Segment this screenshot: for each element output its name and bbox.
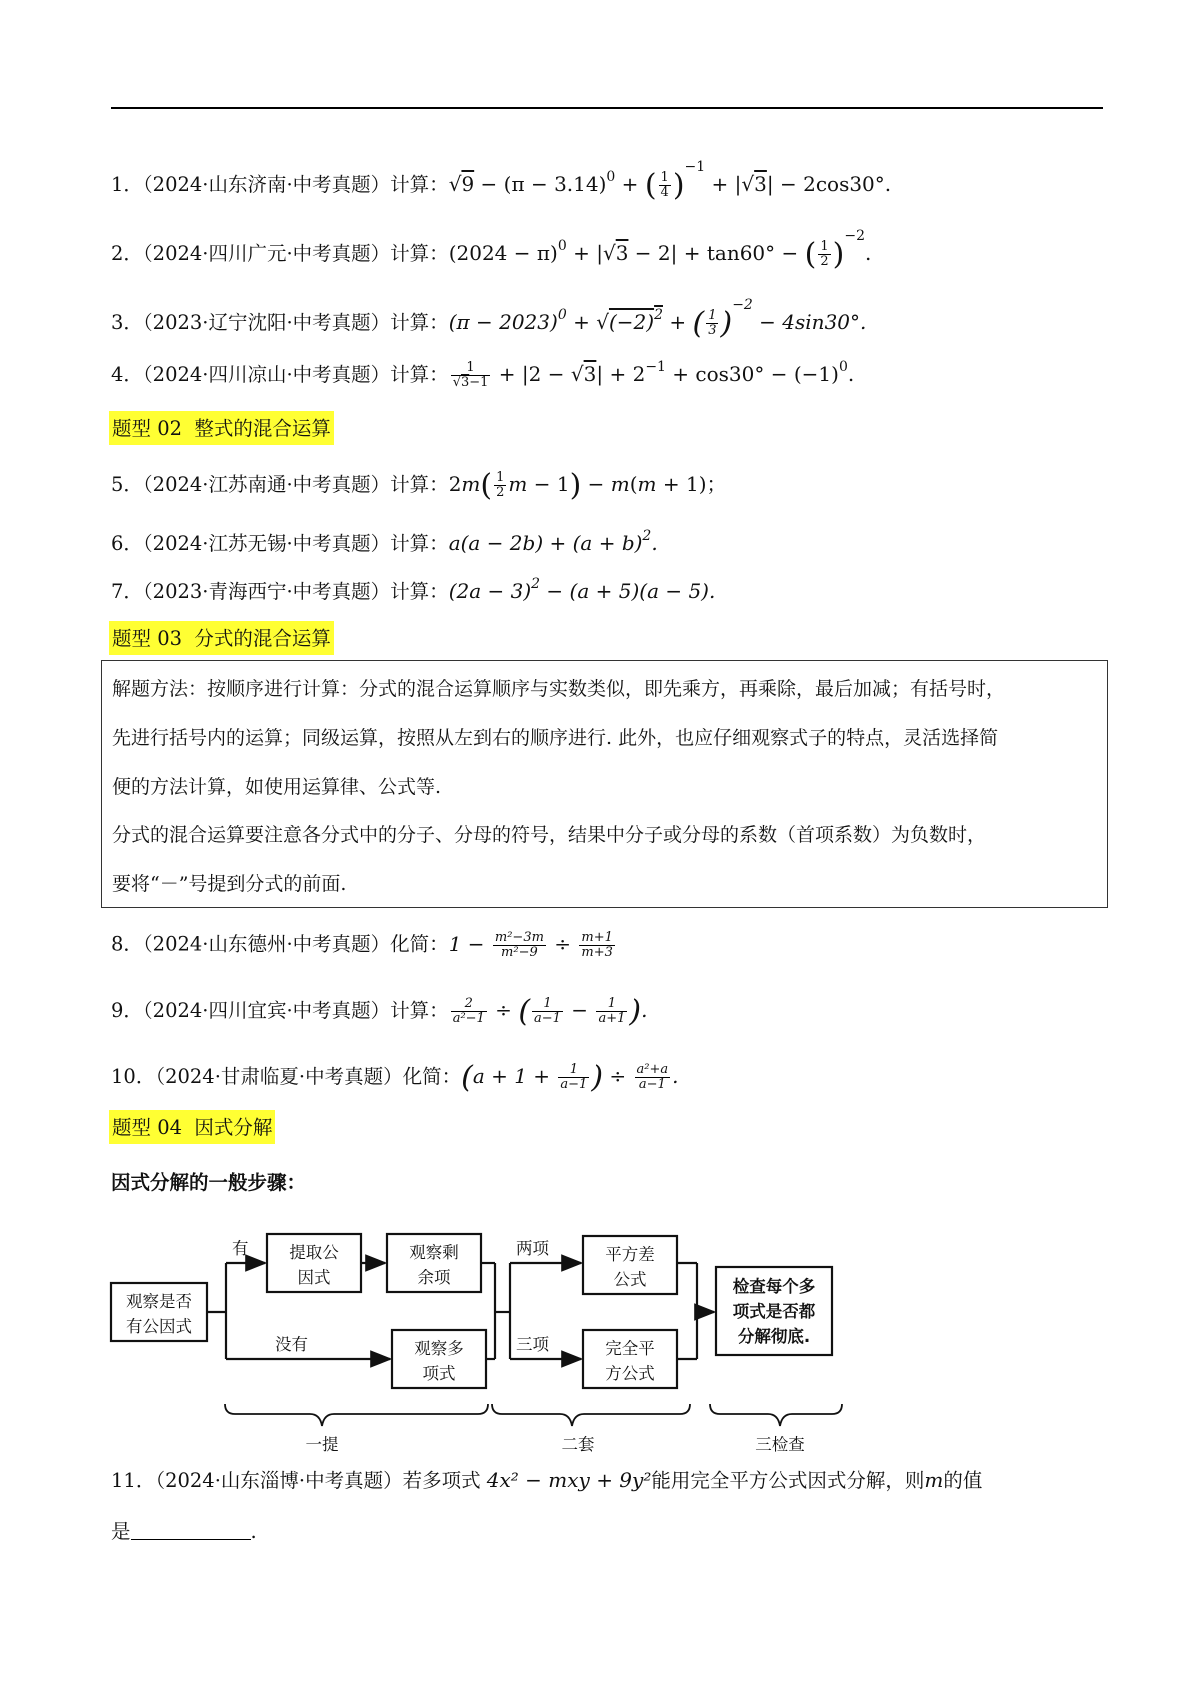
fraction: $\frac{\text{a²+a}}{a-1}$ bbox=[636, 1062, 669, 1092]
flow-remain-line-1: 观察剩 bbox=[409, 1243, 459, 1262]
flow-perfect-line-2: 方公式 bbox=[605, 1364, 655, 1383]
method-line-2: 先进行括号内的运算；同级运算，按照从左到右的顺序进行. 此外，也应仔细观察式子的特点，灵活选择简 bbox=[112, 727, 999, 749]
flow-perfect-line-1: 完全平 bbox=[605, 1339, 655, 1358]
flow-step-3: 三检查 bbox=[755, 1435, 805, 1454]
problem-11-answer-line: 是 . bbox=[111, 1520, 257, 1543]
problem-1-label: 1．（2024·山东济南·中考真题）计算： bbox=[111, 173, 449, 196]
problem-4-expression: $\frac{1}{√3-1}$ + $|2 - √3| + 2^{-1} + \cos 30^\circ - (-1)^0$. bbox=[452, 359, 855, 390]
flow-step-2: 二套 bbox=[561, 1435, 595, 1454]
problem-8-label: 8．（2024·山东德州·中考真题）化简： bbox=[111, 932, 449, 956]
flow-diff-line-1: 平方差 bbox=[605, 1245, 655, 1264]
flow-label-yes: 有 bbox=[232, 1239, 249, 1258]
method-line-3: 便的方法计算，如使用运算律、公式等. bbox=[112, 776, 442, 798]
flow-extract-line-1: 提取公 bbox=[289, 1243, 339, 1262]
flow-remain-line-2: 余项 bbox=[417, 1268, 451, 1287]
fraction: $\frac{1}{a-1}$ bbox=[534, 996, 561, 1026]
problem-3-expression: $(\pi - 2023)^0 + √(-2)^2$ + ( $\frac{1}{3}$ )$^{-2}$ − 4sin30°. bbox=[448, 297, 867, 341]
flow-step-1: 一提 bbox=[305, 1435, 339, 1454]
problem-5-label: 5．（2024·江苏南通·中考真题）计算： bbox=[111, 473, 449, 496]
method-line-1: 解题方法：按顺序进行计算：分式的混合运算顺序与实数类似，即先乘方，再乘除，最后加减；有括号时， bbox=[112, 678, 1006, 700]
flow-label-three-terms: 三项 bbox=[516, 1335, 549, 1354]
flow-label-no: 没有 bbox=[275, 1335, 308, 1354]
flow-check-line-3: 分解彻底. bbox=[737, 1327, 811, 1346]
fraction: $\frac{2}{\text{a²−1}}$ bbox=[452, 996, 485, 1026]
problem-1-expression: $√9 - (\pi - 3.14)^0$ + ( $\frac{1}{4}$ )$^{-1}$ + |√3| − 2cos30°. bbox=[448, 159, 892, 203]
problem-3-label: 3．（2023·辽宁沈阳·中考真题）计算： bbox=[111, 311, 449, 334]
fraction: $\frac{1}{2}$ bbox=[496, 470, 505, 500]
section-heading-02: 题型 02 整式的混合运算 bbox=[109, 411, 334, 445]
flow-label-two-terms: 两项 bbox=[516, 1239, 549, 1258]
problem-6-label: 6．（2024·江苏无锡·中考真题）计算： bbox=[111, 532, 449, 555]
problem-9-label: 9．（2024·四川宜宾·中考真题）计算： bbox=[111, 999, 449, 1022]
fraction: $\frac{1}{3}$ bbox=[708, 308, 717, 338]
fraction: $\frac{1}{4}$ bbox=[660, 170, 669, 200]
fraction: $\frac{1}{a+1}$ bbox=[598, 996, 626, 1026]
flow-poly-line-1: 观察多 bbox=[414, 1339, 464, 1358]
factor-steps-heading: 因式分解的一般步骤： bbox=[111, 1171, 307, 1194]
fraction: $\frac{m+1}{m+3}$ bbox=[581, 930, 613, 960]
problem-2-label: 2．（2024·四川广元·中考真题）计算： bbox=[111, 242, 449, 265]
flow-check-line-1: 检查每个多 bbox=[732, 1277, 816, 1296]
fraction: $\frac{1}{2}$ bbox=[820, 239, 829, 269]
problem-11-expression: 4x² − mxy + 9y² bbox=[486, 1468, 652, 1492]
problem-2-expression: $(2024 - \pi)^0 + |√3 - 2| + \tan 60^\circ$ − ( $\frac{1}{2}$ )$^{-2}$. bbox=[448, 228, 872, 272]
method-line-5: 要将“－”号提到分式的前面. bbox=[112, 873, 347, 895]
flow-start-line-2: 有公因式 bbox=[126, 1317, 192, 1336]
problem-5-expression: 2m( $\frac{1}{2}$ m − 1) − m(m + 1)； bbox=[448, 468, 727, 503]
flow-start-line-1: 观察是否 bbox=[126, 1292, 192, 1311]
problem-7-expression: $(2a - 3)^2 - (a + 5)(a - 5)$. bbox=[448, 576, 716, 603]
answer-blank[interactable] bbox=[131, 1521, 251, 1540]
fraction: $\frac{1}{a-1}$ bbox=[560, 1062, 588, 1092]
problem-11: 11．（2024·山东淄博·中考真题）若多项式 4x² − mxy + 9y²能用完全平方公式因式分解，则m的值 bbox=[111, 1468, 983, 1492]
problem-4-label: 4．（2024·四川凉山·中考真题）计算： bbox=[111, 363, 449, 386]
problem-10-label: 10．（2024·甘肃临夏·中考真题）化简： bbox=[111, 1065, 462, 1088]
flow-poly-line-2: 项式 bbox=[422, 1364, 456, 1383]
flow-check-line-2: 项式是否都 bbox=[732, 1302, 816, 1321]
flow-extract-line-2: 因式 bbox=[297, 1268, 331, 1287]
problem-6-expression: $a(a - 2b) + (a + b)^2$. bbox=[448, 528, 658, 555]
problem-10-expression: (a + 1 + $\frac{1}{a-1}$ ) ÷ $\frac{\text{a²+a}}{a-1}$ . bbox=[461, 1060, 679, 1095]
method-line-4: 分式的混合运算要注意各分式中的分子、分母的符号，结果中分子或分母的系数（首项系数）为负数时， bbox=[112, 824, 987, 846]
fraction: $\frac{1}{√3-1}$ bbox=[452, 360, 489, 390]
problem-7-label: 7．（2023·青海西宁·中考真题）计算： bbox=[111, 580, 449, 603]
problem-9-expression: $\frac{2}{\text{a²−1}}$ ÷ ( $\frac{1}{a-1}$ − $\frac{1}{a+1}$ ). bbox=[452, 994, 648, 1029]
problem-8-expression: 1 − $\frac{\text{m²−3m}}{\text{m²−9}}$ ÷ $\frac{m+1}{m+3}$ bbox=[448, 930, 613, 960]
section-heading-03: 题型 03 分式的混合运算 bbox=[109, 621, 334, 655]
flow-diff-line-2: 公式 bbox=[613, 1270, 647, 1289]
section-heading-04: 题型 04 因式分解 bbox=[109, 1110, 275, 1144]
fraction: $\frac{\text{m²−3m}}{\text{m²−9}}$ bbox=[494, 930, 544, 960]
